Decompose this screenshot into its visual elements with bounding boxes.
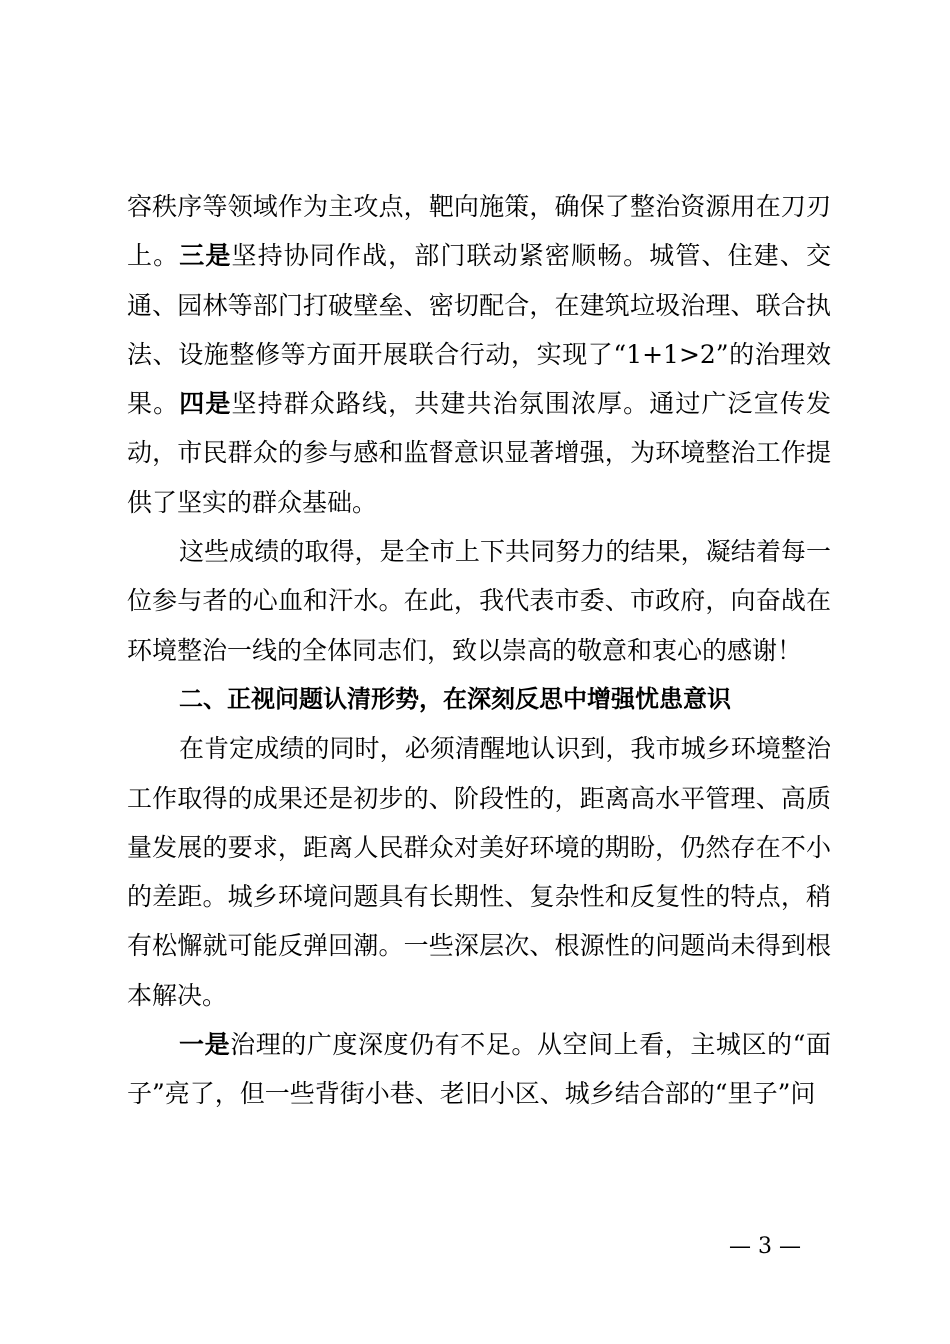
paragraph-continuation — [127, 182, 831, 527]
paragraph-thanks — [127, 527, 831, 675]
text-run: 在肯定成绩的同时，必须清醒地认识到，我市城乡环境整治工作取得的成果还是初步的、阶段性的，距离高水平管理、高质量发展的要求，距离人民群众对美好环境的期盼，仍然存在不小的差距。城乡环境问题具有长期性、复杂性和反复性的特点，稍有松懈就可能反弹回潮。一些深层次、根源性的问题尚未得到根本解决。 — [127, 734, 831, 1010]
text-run: 治理的广度深度仍有不足。从空间上看，主城区的“面子”亮了，但一些背街小巷、老旧小区、城乡结合部的“里子”问 — [127, 1030, 831, 1109]
bold-lead-yi-shi: 一是 — [179, 1030, 231, 1060]
page-number: — 3 — — [729, 1234, 801, 1259]
text-run: 容秩序等领域作为主攻点，靶向施策，确保了整治资源用在刀刃上。 — [127, 192, 831, 271]
bold-lead-si-shi: 四是 — [179, 389, 232, 419]
paragraph-problems — [127, 724, 831, 1020]
paragraph-point-one — [127, 1020, 831, 1119]
text-run: 这些成绩的取得，是全市上下共同努力的结果，凝结着每一位参与者的心血和汗水。在此，我代表市委、市政府，向奋战在环境整治一线的全体同志们，致以崇高的敬意和衷心的感谢！ — [127, 537, 831, 665]
text-run: 坚持协同作战，部门联动紧密顺畅。城管、住建、交通、园林等部门打破壁垒、密切配合，在建筑垃圾治理、联合执法、设施整修等方面开展联合行动，实现了“1+1>2”的治理效果。 — [127, 241, 831, 419]
text-run: 坚持群众路线，共建共治氛围浓厚。通过广泛宣传发动，市民群众的参与感和监督意识显著增强，为环境整治工作提供了坚实的群众基础。 — [127, 389, 831, 517]
document-body — [127, 182, 831, 1119]
bold-lead-san-shi: 三是 — [179, 241, 232, 271]
section-heading: 二、正视问题认清形势，在深刻反思中增强忧患意识 — [179, 684, 731, 713]
